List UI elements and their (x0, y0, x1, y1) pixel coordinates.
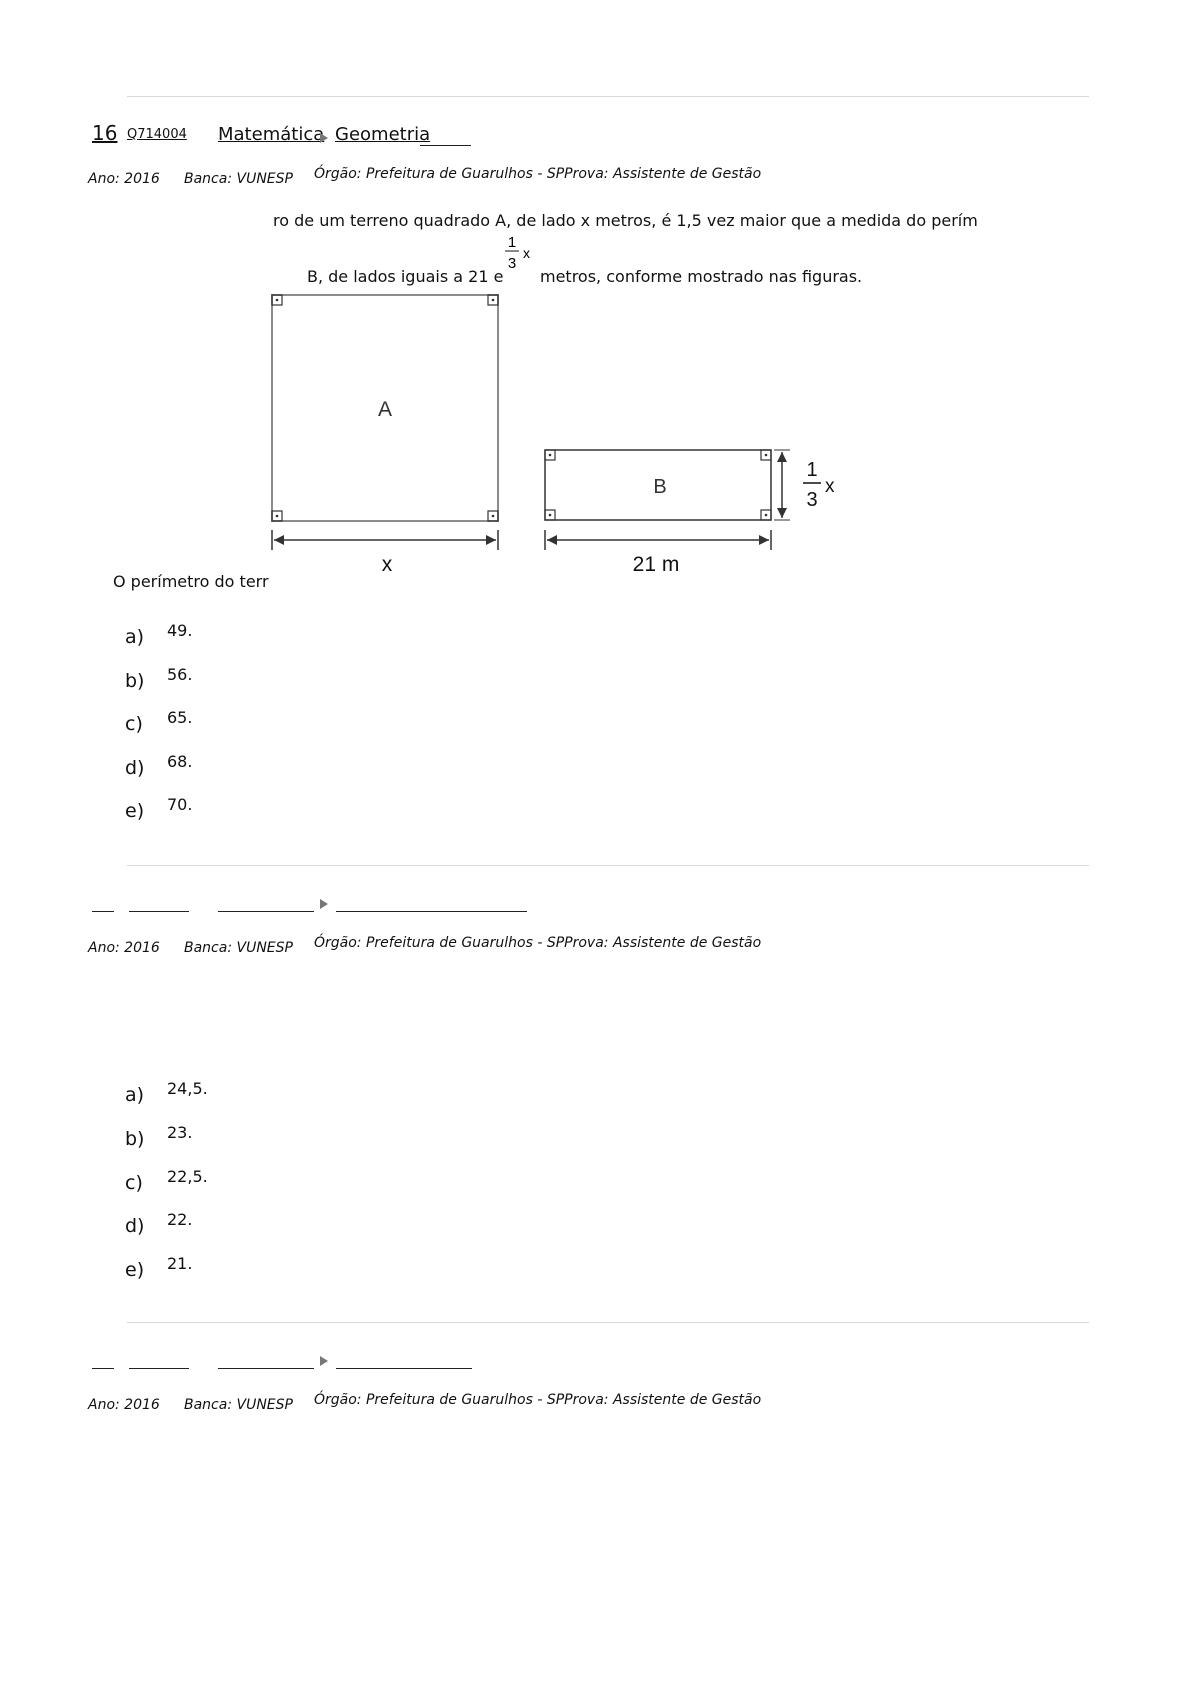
height-numerator: 1 (806, 459, 818, 481)
question-number[interactable]: 16 (92, 121, 118, 145)
statement-line-2b: metros, conforme mostrado nas figuras. (540, 267, 863, 286)
topic-breadcrumb (335, 124, 430, 145)
option-text[interactable]: 70. (167, 795, 193, 814)
fraction-one-third-x (503, 230, 539, 276)
breadcrumb-arrow-icon (320, 133, 328, 143)
divider (127, 1322, 1089, 1323)
option-letter[interactable]: c) (125, 1172, 143, 1194)
statement-line-1: ro de um terreno quadrado A, de lado x metros, é 1,5 vez maior que a medida do perím (273, 211, 978, 230)
statement-line-2a: B, de lados iguais a 21 e (307, 267, 504, 286)
option-letter[interactable]: e) (125, 1259, 145, 1281)
fraction-numerator: 1 (507, 234, 517, 251)
topic-link-placeholder[interactable] (336, 911, 527, 912)
topic-link[interactable]: Geometria (335, 124, 431, 145)
height-variable: x (825, 476, 835, 497)
figure-squares (260, 288, 840, 578)
breadcrumb-arrow-icon (320, 1356, 328, 1366)
option-text[interactable]: 22,5. (167, 1167, 208, 1186)
question-code-placeholder[interactable] (129, 911, 189, 912)
question-code[interactable]: Q714004 (127, 127, 187, 142)
meta-ano: Ano: 2016 (88, 940, 160, 956)
divider (127, 96, 1089, 97)
meta-banca: Banca: VUNESP (184, 940, 293, 956)
topic-link-placeholder[interactable] (336, 1368, 472, 1369)
option-text[interactable]: 56. (167, 665, 193, 684)
meta-orgao: Órgão: Prefeitura de Guarulhos - SPProva: Assistente de Gestão (314, 166, 762, 182)
question-code-placeholder[interactable] (129, 1368, 189, 1369)
meta-orgao: Órgão: Prefeitura de Guarulhos - SPProva: Assistente de Gestão (314, 1392, 762, 1408)
subject-link-placeholder[interactable] (218, 1368, 314, 1369)
fraction-denominator: 3 (507, 255, 517, 272)
option-letter[interactable]: c) (125, 713, 143, 735)
option-letter[interactable]: a) (125, 1084, 145, 1106)
fraction-variable: x (523, 245, 530, 261)
label-a: A (377, 398, 393, 421)
subject-link-placeholder[interactable] (218, 911, 314, 912)
subject-breadcrumb (218, 124, 324, 145)
subject-link[interactable]: Matemática (218, 124, 325, 145)
option-letter[interactable]: b) (125, 1128, 145, 1150)
option-text[interactable]: 23. (167, 1123, 193, 1142)
divider (127, 865, 1089, 866)
question-number-placeholder[interactable] (92, 1368, 114, 1369)
meta-orgao: Órgão: Prefeitura de Guarulhos - SPProva: Assistente de Gestão (314, 935, 762, 951)
meta-banca: Banca: VUNESP (184, 1397, 293, 1413)
meta-ano: Ano: 2016 (88, 1397, 160, 1413)
option-letter[interactable]: a) (125, 626, 145, 648)
breadcrumb-arrow-icon (320, 899, 328, 909)
meta-ano: Ano: 2016 (88, 171, 160, 187)
meta-banca: Banca: VUNESP (184, 171, 293, 187)
option-text[interactable]: 24,5. (167, 1079, 208, 1098)
option-letter[interactable]: b) (125, 670, 145, 692)
topic-underline (420, 145, 471, 146)
option-text[interactable]: 49. (167, 621, 193, 640)
label-b: B (653, 476, 667, 498)
option-letter[interactable]: d) (125, 757, 145, 779)
question-text: O perímetro do terr (113, 572, 269, 591)
option-text[interactable]: 21. (167, 1254, 193, 1273)
option-text[interactable]: 22. (167, 1210, 193, 1229)
label-21m: 21 m (632, 553, 680, 576)
question-number-placeholder[interactable] (92, 911, 114, 912)
option-text[interactable]: 68. (167, 752, 193, 771)
option-letter[interactable]: d) (125, 1215, 145, 1237)
height-denominator: 3 (806, 489, 818, 511)
label-x: x (381, 553, 393, 576)
option-letter[interactable]: e) (125, 800, 145, 822)
option-text[interactable]: 65. (167, 708, 193, 727)
